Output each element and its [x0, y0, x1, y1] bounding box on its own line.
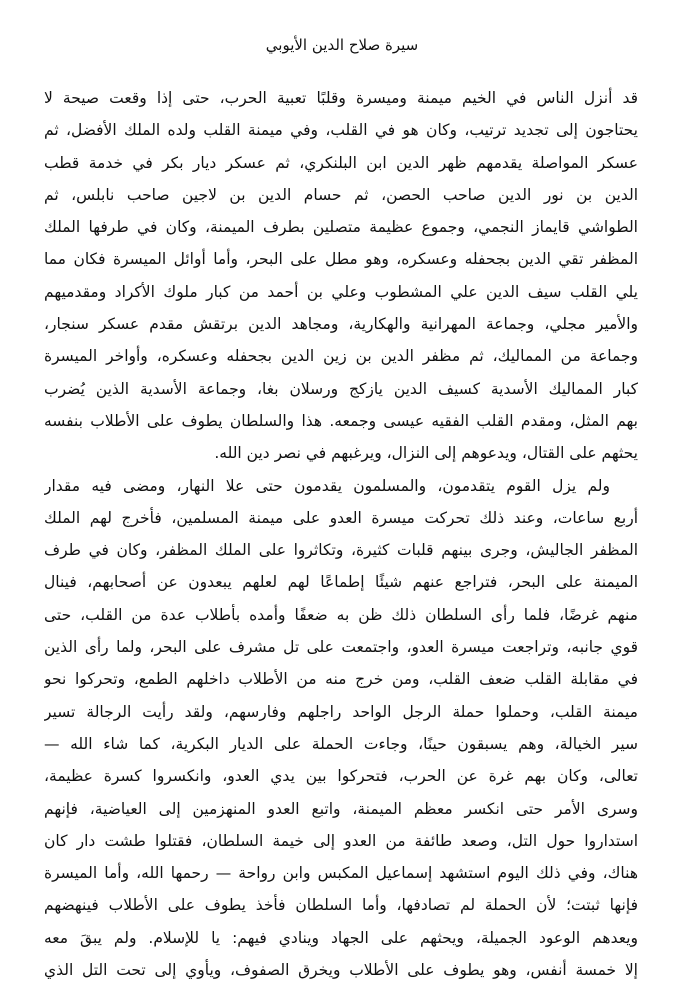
text-line: والأمير مجلي، وجماعة المهرانية والهكارية، ومجاهد الدين برتقش مقدم عسكر سنجار، — [44, 315, 638, 334]
text-line: يلي القلب سيف الدين علي المشطوب وعلي بن أحمد من كبار ملوك الأكراد ومقدميهم — [44, 282, 638, 301]
text-line: الميمنة على البحر، فتراجع عنهم شيئًا إطماعًا لهم لعلهم يبعدون عن أصحابهم، فينال — [44, 573, 638, 592]
running-header: سيرة صلاح الدين الأيوبي — [265, 36, 419, 54]
text-line: قد أنزل الناس في الخيم ميمنة وميسرة وقلبًا تعبية الحرب، حتى إذا وقعت صيحة لا — [44, 89, 638, 107]
text-line: وجماعة من المماليك، ثم مظفر الدين بن زين الدين بجحفله وعسكره، وأواخر الميسرة — [44, 347, 638, 366]
text-line: تعالى، وكان بهم غرة عن الحرب، فتحركوا بين يدي العدو، وانكسروا كسرة عظيمة، — [44, 767, 638, 786]
text-line: منهم غرضًا، فلما رأى السلطان ذلك ظن به ضعفًا وأمده بأطلاب عدة من القلب، حتى — [44, 605, 638, 624]
text-line: سير الخيالة، وهم يسبقون حينًا، وجاءت الحملة على الديار البكرية، كما شاء الله — — [44, 734, 638, 753]
text-line: عسكر المواصلة يقدمهم ظهر الدين ابن البلنكري، ثم عسكر ديار بكر في خدمة قطب — [44, 153, 638, 172]
text-line: في مقابلة القلب ضعف القلب، ومن خرج منه من الأطلاب داخلهم الطمع، وتحركوا نحو — [44, 670, 638, 689]
text-line: بهم المثل، ومقدم القلب الفقيه عيسى وجمعه. هذا والسلطان يطوف على الأطلاب بنفسه — [44, 411, 638, 430]
body-text — [44, 82, 638, 986]
text-line: ولم يزل القوم يتقدمون، والمسلمون يقدمون حتى علا النهار، ومضى فيه مقدار — [44, 476, 610, 495]
text-line: الدين بن نور الدين صاحب الحصن، ثم حسام الدين بن لاجين صاحب نابلس، ثم — [44, 185, 638, 204]
text-line: ميمنة القلب، وحملوا حملة الرجل الواحد راجلهم وفارسهم، ولقد رأيت الرجالة تسير — [44, 702, 638, 721]
text-line: فإنها ثبتت؛ لأن الحملة لم تصادفها، وأما السلطان فأخذ يطوف على الأطلاب فينهضهم — [44, 896, 638, 915]
text-line: إلا خمسة أنفس، وهو يطوف على الأطلاب ويخرق الصفوف، ويأوي إلى تحت التل الذي — [44, 961, 638, 980]
text-line: المظفر الجاليش، وجرى بينهم قلبات كثيرة، وتكاثروا على الملك المظفر، وكان في طرف — [44, 541, 638, 560]
text-line: كبار المماليك الأسدية كسيف الدين يازكج ورسلان بغا، وجماعة الأسدية الذين يُضرب — [44, 379, 638, 398]
text-line: الطواشي قايماز النجمي، وجموع عظيمة متصلين بطرف الميمنة، وكان في طرفها الملك — [44, 218, 638, 237]
paragraph-1 — [44, 82, 638, 470]
text-line: هناك، وفي ذلك اليوم استشهد إسماعيل المكبس وابن رواحة — رحمها الله، وأما الميسرة — [44, 864, 638, 883]
text-line: استداروا حول التل، وصعد طائفة من العدو إلى خيمة السلطان، فقتلوا طشت دار كان — [44, 831, 638, 850]
paragraph-2 — [44, 470, 638, 987]
text-line: المظفر تقي الدين بجحفله وعسكره، وهو مطل على البحر، وأما أوائل الميسرة فكان مما — [44, 250, 638, 269]
text-line: أربع ساعات، وعند ذلك تحركت ميسرة العدو على ميمنة المسلمين، فأخرج لهم الملك — [44, 508, 638, 527]
text-line: يحتاجون إلى تجديد ترتيب، وكان هو في القلب، وفي ميمنة القلب ولده الملك الأفضل، ثم — [44, 121, 638, 140]
text-line: يحثهم على القتال، ويدعوهم إلى النزال، ويرغبهم في نصر دين الله. — [214, 444, 638, 463]
text-line: قوي جانبه، وتراجعت ميسرة العدو، واجتمعت على تل مشرف على البحر، ولما رأى الذين — [44, 638, 638, 657]
text-line: ويعدهم الوعود الجميلة، ويحثهم على الجهاد وينادي فيهم: يا للإسلام. ولم يبقَ معه — [44, 928, 638, 947]
text-line: وسرى الأمر حتى انكسر معظم الميمنة، واتبع العدو المنهزمين إلى العياضية، فإنهم — [44, 799, 638, 818]
